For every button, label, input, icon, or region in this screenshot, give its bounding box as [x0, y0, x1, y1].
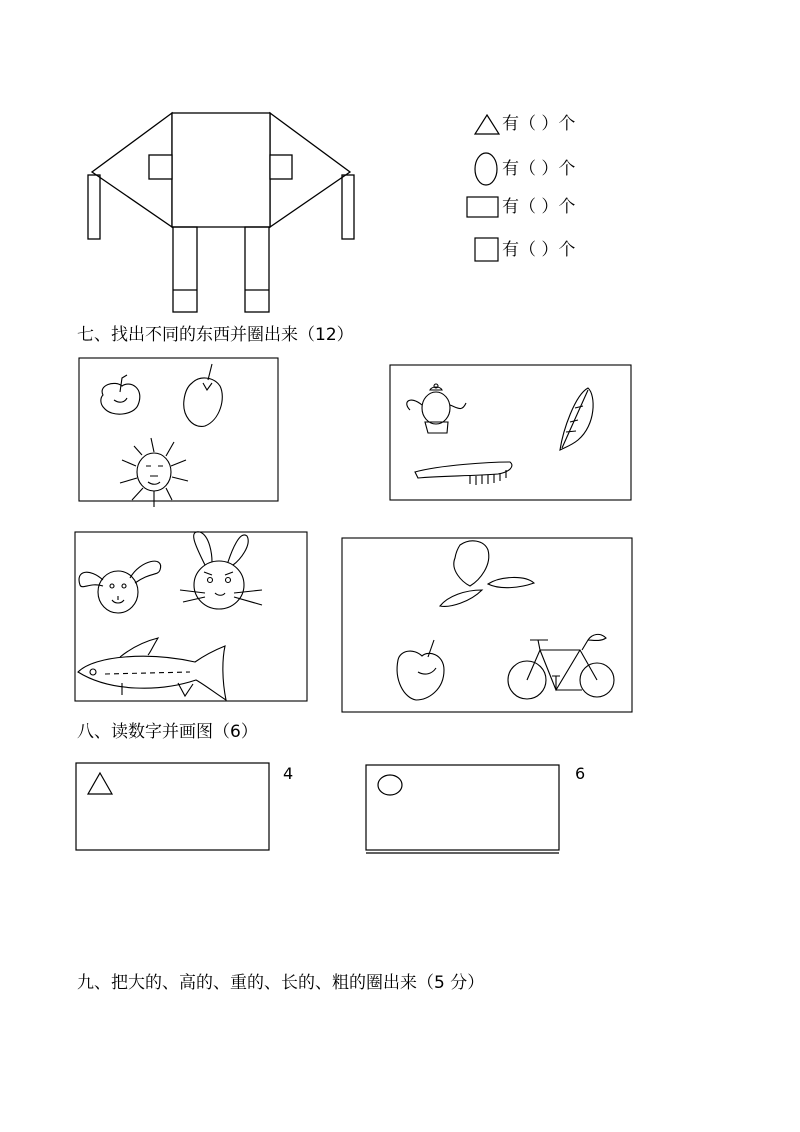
count-row-oval: [474, 152, 575, 186]
apple-icon: [101, 375, 140, 414]
robot-right-leg: [245, 227, 269, 312]
count-row-square: [474, 237, 575, 263]
section7-title: 七、找出不同的东西并圈出来（12）: [77, 325, 354, 345]
square-icon: [474, 237, 500, 263]
triangle-icon: [88, 773, 112, 794]
peach-icon: [440, 541, 534, 607]
feather-icon: [560, 388, 593, 450]
robot-left-arm: [88, 175, 100, 239]
count-row-label: 有（ ）个: [502, 240, 576, 260]
odd-one-out-pictures: [0, 350, 800, 720]
rectangle-icon: [466, 196, 500, 218]
count-row-rectangle: [466, 196, 575, 218]
section8-title: 八、读数字并画图（6）: [77, 722, 258, 742]
count-row-triangle: [474, 113, 575, 135]
draw-box-2: [366, 765, 559, 850]
count-row-label: 有（ ）个: [502, 197, 576, 217]
draw-box-1: [76, 763, 269, 850]
picture-box-3: [75, 532, 307, 701]
circle-icon: [378, 775, 402, 795]
rabbit-icon: [79, 561, 161, 613]
count-row-label: 有（ ）个: [502, 159, 576, 179]
apple-icon: [397, 640, 444, 700]
robot-body-square: [172, 113, 270, 227]
bicycle-icon: [508, 634, 614, 699]
robot-left-leg: [173, 227, 197, 312]
sun-icon: [120, 438, 188, 507]
draw-boxes: [0, 755, 800, 865]
picture-box-1: [79, 358, 278, 501]
draw-box-1-number: 4: [283, 764, 294, 783]
shape-robot-figure: [0, 0, 800, 320]
draw-box-2-number: 6: [575, 764, 586, 783]
fish-icon: [78, 638, 226, 700]
apple-icon: [184, 364, 223, 426]
robot-right-arm: [342, 175, 354, 239]
robot-right-small-rect: [270, 155, 292, 179]
oval-icon: [474, 152, 500, 186]
comb-icon: [415, 462, 512, 485]
section9-title: 九、把大的、高的、重的、长的、粗的圈出来（5 分）: [77, 973, 485, 993]
teapot-icon: [407, 384, 466, 433]
picture-box-2: [390, 365, 631, 500]
count-row-label: 有（ ）个: [502, 114, 576, 134]
triangle-icon: [474, 113, 500, 135]
robot-left-small-rect: [149, 155, 172, 179]
rabbit-icon: [180, 532, 262, 609]
